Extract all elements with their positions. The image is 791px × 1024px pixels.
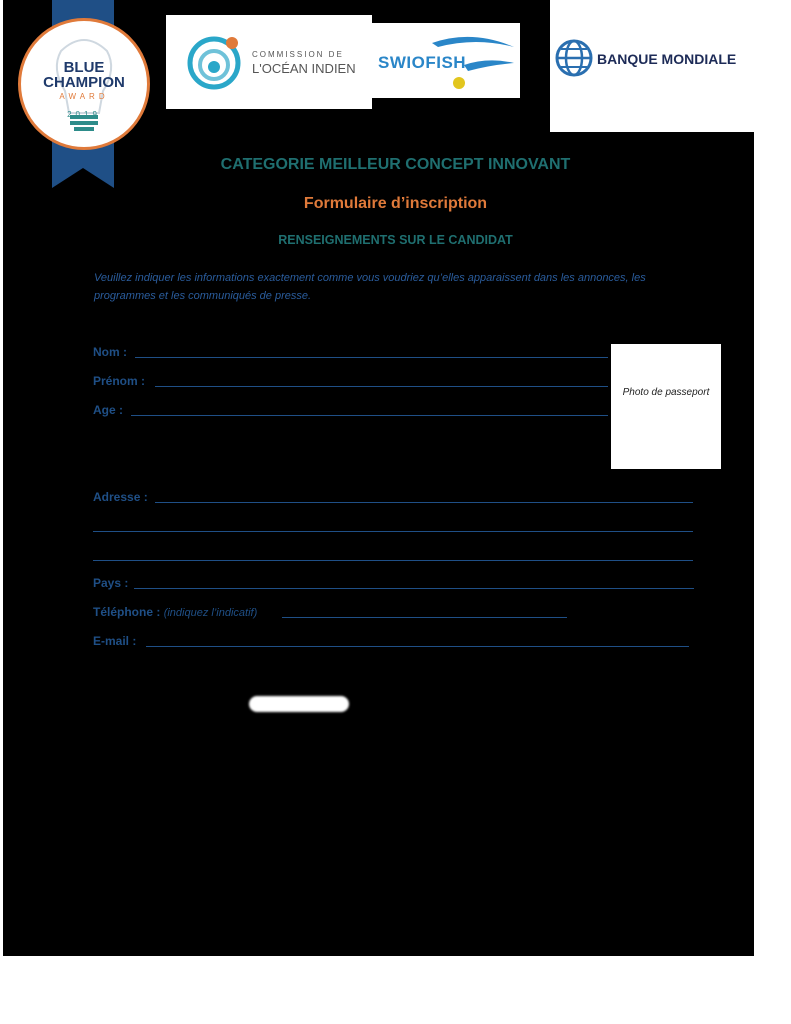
age-field[interactable]	[131, 415, 608, 416]
adresse-field-line2[interactable]	[93, 531, 693, 532]
swiofish-logo	[372, 23, 520, 98]
adresse-field-line1[interactable]	[155, 502, 693, 503]
award-title-line3: AWARD	[59, 92, 109, 101]
coi-name-line1: COMMISSION DE	[252, 50, 344, 59]
coi-name-line2: L'OCÉAN INDIEN	[252, 61, 356, 76]
banque-mondiale-name: BANQUE MONDIALE	[597, 51, 737, 67]
email-label: E-mail :	[93, 634, 137, 648]
banque-mondiale-logo	[550, 0, 754, 132]
coi-emblem-icon	[186, 33, 244, 91]
award-year: 2019	[67, 110, 101, 119]
nom-field[interactable]	[135, 357, 608, 358]
form-title: Formulaire d’inscription	[303, 195, 488, 212]
pays-field[interactable]	[134, 588, 694, 589]
award-title-line1: BLUE	[63, 59, 105, 76]
coi-logo	[166, 15, 372, 109]
award-title-line2: CHAMPION	[43, 74, 125, 91]
nom-label: Nom :	[93, 345, 127, 359]
passport-photo-box[interactable]	[611, 344, 721, 469]
swiofish-name: SWIOFISH	[378, 53, 467, 72]
blue-champion-award-logo	[18, 18, 150, 150]
age-label: Age :	[93, 403, 123, 417]
section-title: RENSEIGNEMENTS SUR LE CANDIDAT	[278, 233, 513, 247]
category-title: CATEGORIE MEILLEUR CONCEPT INNOVANT	[220, 156, 571, 173]
adresse-label: Adresse :	[93, 490, 148, 504]
telephone-hint: (indiquez l’indicatif)	[163, 607, 258, 619]
telephone-field[interactable]	[282, 617, 567, 618]
telephone-label-text: Téléphone :	[93, 605, 161, 619]
telephone-label	[93, 605, 257, 619]
white-blot	[249, 696, 349, 712]
prenom-field[interactable]	[155, 386, 608, 387]
email-field[interactable]	[146, 646, 689, 647]
instructions-text: Veuillez indiquer les informations exactement comme vous voudriez qu’elles apparaissent dans les annonces, les programmes et les communiqués de presse.	[94, 272, 646, 302]
globe-icon	[554, 38, 594, 78]
prenom-label: Prénom :	[93, 374, 146, 388]
passport-photo-label: Photo de passeport	[622, 387, 710, 398]
pays-label: Pays :	[93, 576, 129, 590]
adresse-field-line3[interactable]	[93, 560, 693, 561]
